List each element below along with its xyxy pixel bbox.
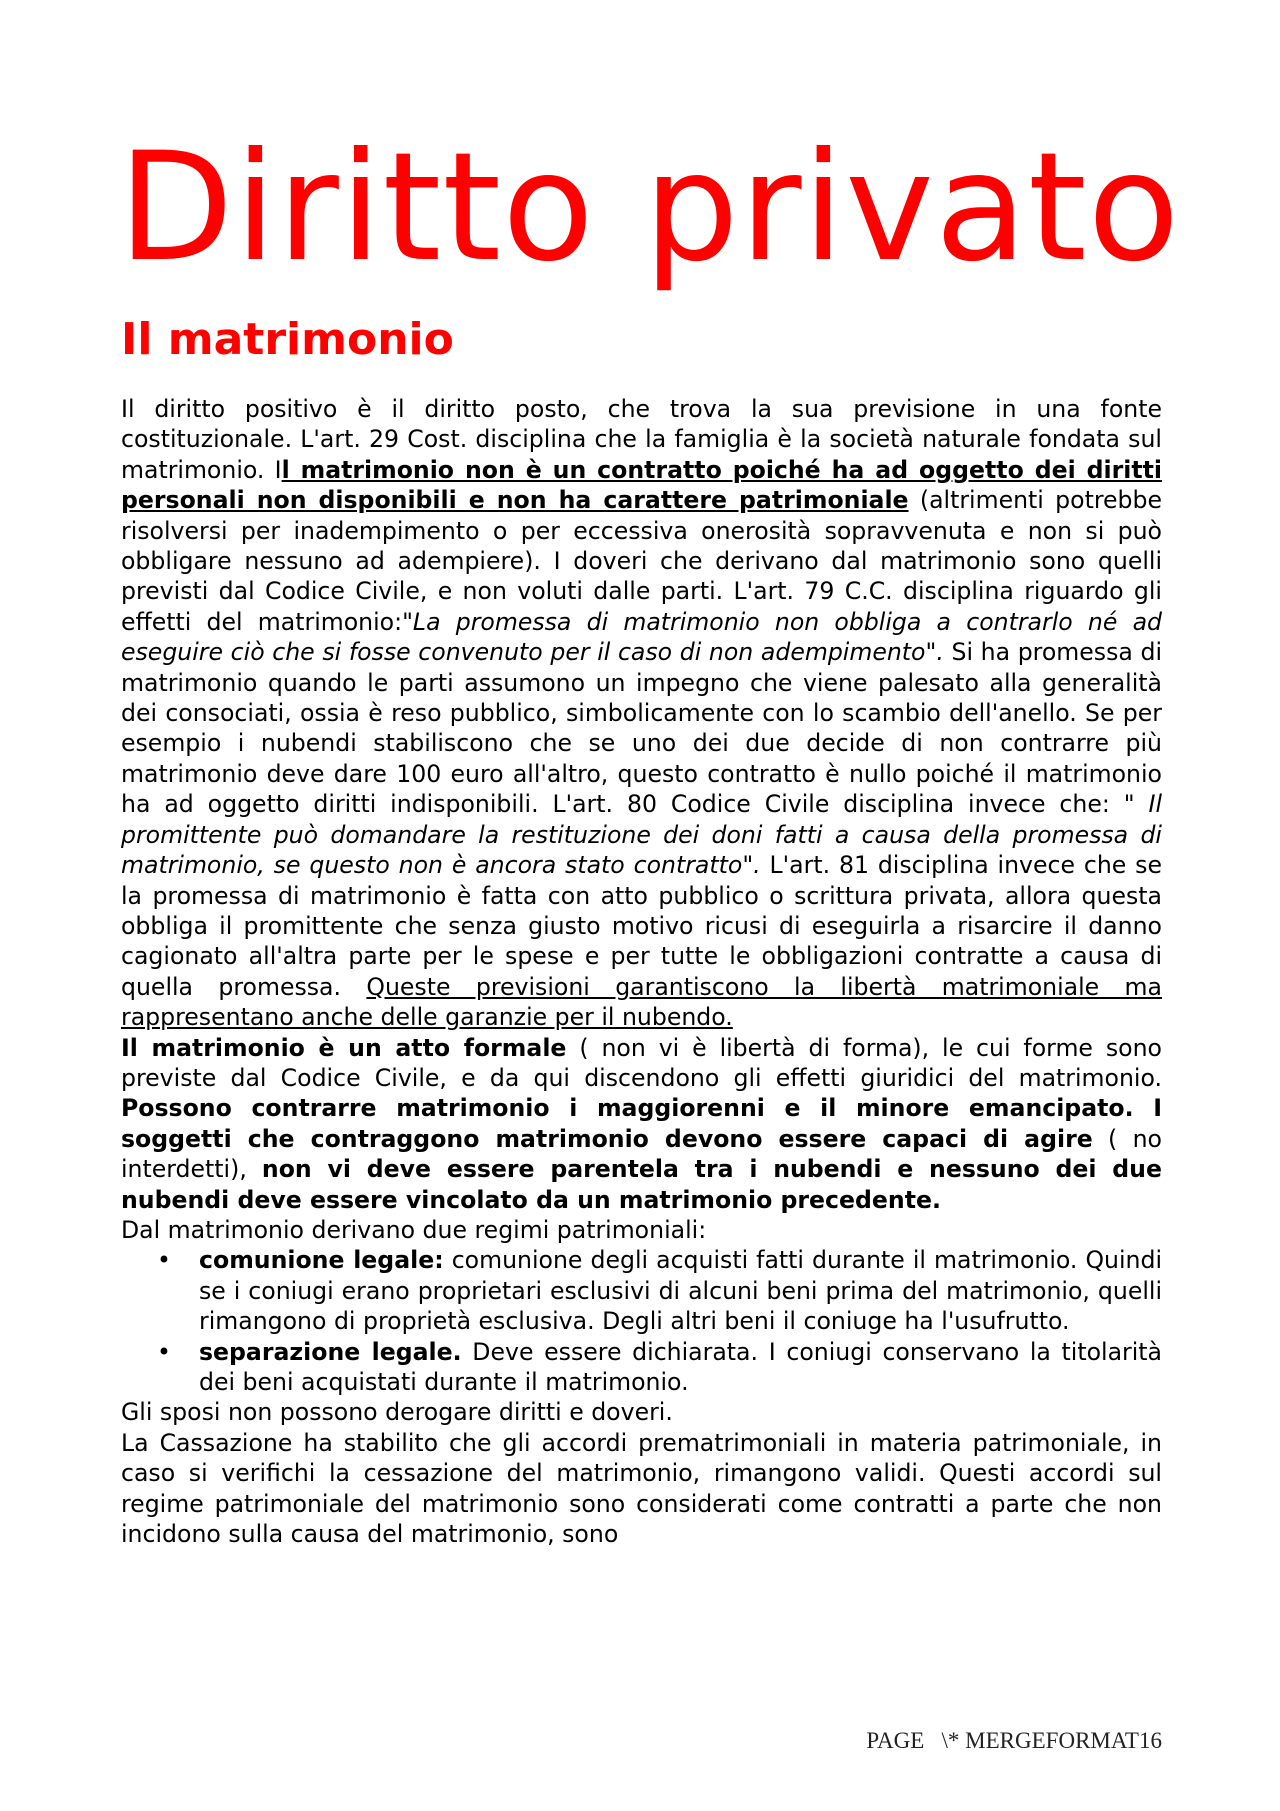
list-text: Deve essere dichiarata. I coniugi conservano la titolarità dei beni acquistati durante il matrimonio. xyxy=(199,1337,1162,1396)
bold-text: Il matrimonio è un atto formale xyxy=(121,1033,567,1062)
paragraph-5: La Cassazione ha stabilito che gli accordi prematrimoniali in materia patrimoniale, in caso si verifichi la cessazione del matrimonio, rimangono validi. Questi accordi sul regime patrimoniale del matrimonio sono considerati come contratti a parte che non incidono sulla causa del matrimonio, sono xyxy=(121,1428,1162,1549)
bold-text: Possono contrarre matrimonio i maggiorenni e il minore emancipato. I soggetti che contraggono matrimonio devono essere capaci di agire xyxy=(121,1094,1162,1153)
list-item xyxy=(121,1245,1162,1336)
paragraph-1 xyxy=(121,394,1162,1033)
bullet-icon: • xyxy=(157,1337,171,1366)
italic-quote: " Il promittente può domandare la restituzione dei doni fatti a causa della promessa di matrimonio, se questo non è ancora stato contratto". xyxy=(121,790,1162,880)
text-run: L'art. 81 disciplina invece che se la promessa di matrimonio è fatta con atto pubblico o scrittura privata, allora questa obbliga il promittente che senza giusto motivo ricusi di eseguirla a risarcire il danno cagionato all'altra parte per le spese e per tutte le obbligazioni contratte a causa di quella promessa. xyxy=(121,851,1162,1001)
list-term: comunione legale: xyxy=(199,1246,444,1275)
text-run: (altrimenti potrebbe risolversi per inadempimento o per eccessiva onerosità sopravvenuta e non si può obbligare nessuno ad adempiere). I doveri che derivano dal matrimonio sono quelli previsti dal Codice Civile, e non voluti dalle parti. L'art. 79 C.C. disciplina riguardo gli effetti del matrimonio: xyxy=(121,486,1162,636)
paragraph-4: Gli sposi non possono derogare diritti e doveri. xyxy=(121,1398,673,1427)
text-run: Il diritto positivo è il diritto posto, che trova la sua previsione in una fonte costituzionale. L'art. 29 Cost. disciplina che la famiglia è la società naturale fondata sul matrimonio. I xyxy=(121,395,1162,484)
document-body xyxy=(121,394,1162,1549)
text-run: Si ha promessa di matrimonio quando le parti assumono un impegno che viene palesato alla generalità dei consociati, ossia è reso pubblico, simbolicamente con lo scambio dell'anello. Se per esempio i nubendi stabiliscono che se uno dei due decide di non contrarre più matrimonio deve dare 100 euro all'altro, questo contratto è nullo poiché il matrimonio ha ad oggetto diritti indisponibili. L'art. 80 Codice Civile disciplina invece che: xyxy=(121,638,1162,819)
regimes-list xyxy=(121,1245,1162,1397)
page-footer: PAGE \* MERGEFORMAT16 xyxy=(866,1728,1162,1753)
paragraph-3: Dal matrimonio derivano due regimi patrimoniali: xyxy=(121,1215,707,1244)
underlined-text: Queste previsioni garantiscono la libertà matrimoniale ma rappresentano anche delle garanzie per il nubendo. xyxy=(121,972,1162,1032)
bold-underlined-text: l matrimonio non è un contratto poiché ha ad oggetto dei diritti personali non disponibili e non ha carattere patrimoniale xyxy=(121,455,1163,515)
bold-text: non vi deve essere parentela tra i nubendi e nessuno dei due nubendi deve essere vincolato da un matrimonio precedente. xyxy=(121,1155,1162,1214)
italic-quote: "La promessa di matrimonio non obbliga a contrarlo né ad eseguire ciò che si fosse convenuto per il caso di non adempimento". xyxy=(121,607,1163,667)
bullet-icon: • xyxy=(157,1246,171,1275)
text-run: ( non vi è libertà di forma), le cui forme sono previste dal Codice Civile, e da qui discendono gli effetti giuridici del matrimonio. xyxy=(121,1033,1162,1092)
list-item xyxy=(121,1337,1162,1398)
list-term: separazione legale. xyxy=(199,1337,462,1366)
text-run: ( no interdetti), xyxy=(121,1124,1162,1184)
paragraph-2 xyxy=(121,1033,1162,1215)
list-text: comunione degli acquisti fatti durante il matrimonio. Quindi se i coniugi erano proprietari esclusivi di alcuni beni prima del matrimonio, quelli rimangono di proprietà esclusiva. Degli altri beni il coniuge ha l'usufrutto. xyxy=(199,1246,1163,1336)
document-title: Diritto privato xyxy=(118,121,1181,295)
section-heading: Il matrimonio xyxy=(121,314,454,365)
